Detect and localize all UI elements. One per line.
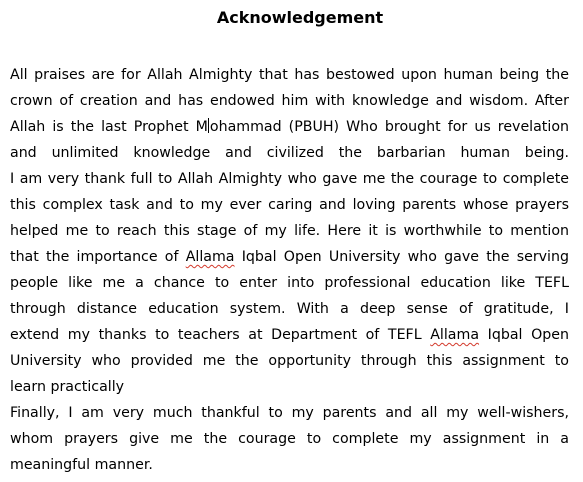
text-line: helped me to reach this stage of my life. Here it is worthwhile to mention xyxy=(10,223,569,239)
spelling-error-word[interactable]: Allama xyxy=(185,249,235,265)
text-segment: Iqbal Open University who gave the serving xyxy=(234,249,569,265)
spelling-error-word[interactable]: Allama xyxy=(430,327,480,343)
text-segment: Allah is the last Prophet M xyxy=(10,119,208,135)
text-line: people like me a chance to enter into professional education like TEFL xyxy=(10,275,569,291)
text-line: and unlimited knowledge and civilized the barbarian human being. xyxy=(10,145,569,161)
text-line: Finally, I am very much thankful to my parents and all my well-wishers, xyxy=(10,405,569,421)
text-segment: that the importance of xyxy=(10,249,186,265)
text-line: University who provided me the opportunity through this assignment to xyxy=(10,353,569,369)
text-line xyxy=(10,117,569,137)
text-line: meaningful manner. xyxy=(10,457,153,473)
text-segment: Iqbal Open xyxy=(479,327,569,343)
text-segment: extend my thanks to teachers at Department of TEFL xyxy=(10,327,431,343)
text-line: this complex task and to my ever caring and loving parents whose prayers xyxy=(10,197,569,213)
text-line: All praises are for Allah Almighty that has bestowed upon human being the xyxy=(10,67,569,83)
text-line xyxy=(10,247,569,267)
document-title: Acknowledgement xyxy=(216,8,384,27)
text-line xyxy=(10,325,569,345)
text-line: through distance education system. With a deep sense of gratitude, I xyxy=(10,301,569,317)
text-line: whom prayers give me the courage to complete my assignment in a xyxy=(10,431,569,447)
text-line: I am very thank full to Allah Almighty who gave me the courage to complete xyxy=(10,171,569,187)
text-segment: ohammad (PBUH) Who brought for us revelation xyxy=(209,119,569,135)
text-line: crown of creation and has endowed him with knowledge and wisdom. After xyxy=(10,93,569,109)
text-line: learn practically xyxy=(10,379,125,395)
